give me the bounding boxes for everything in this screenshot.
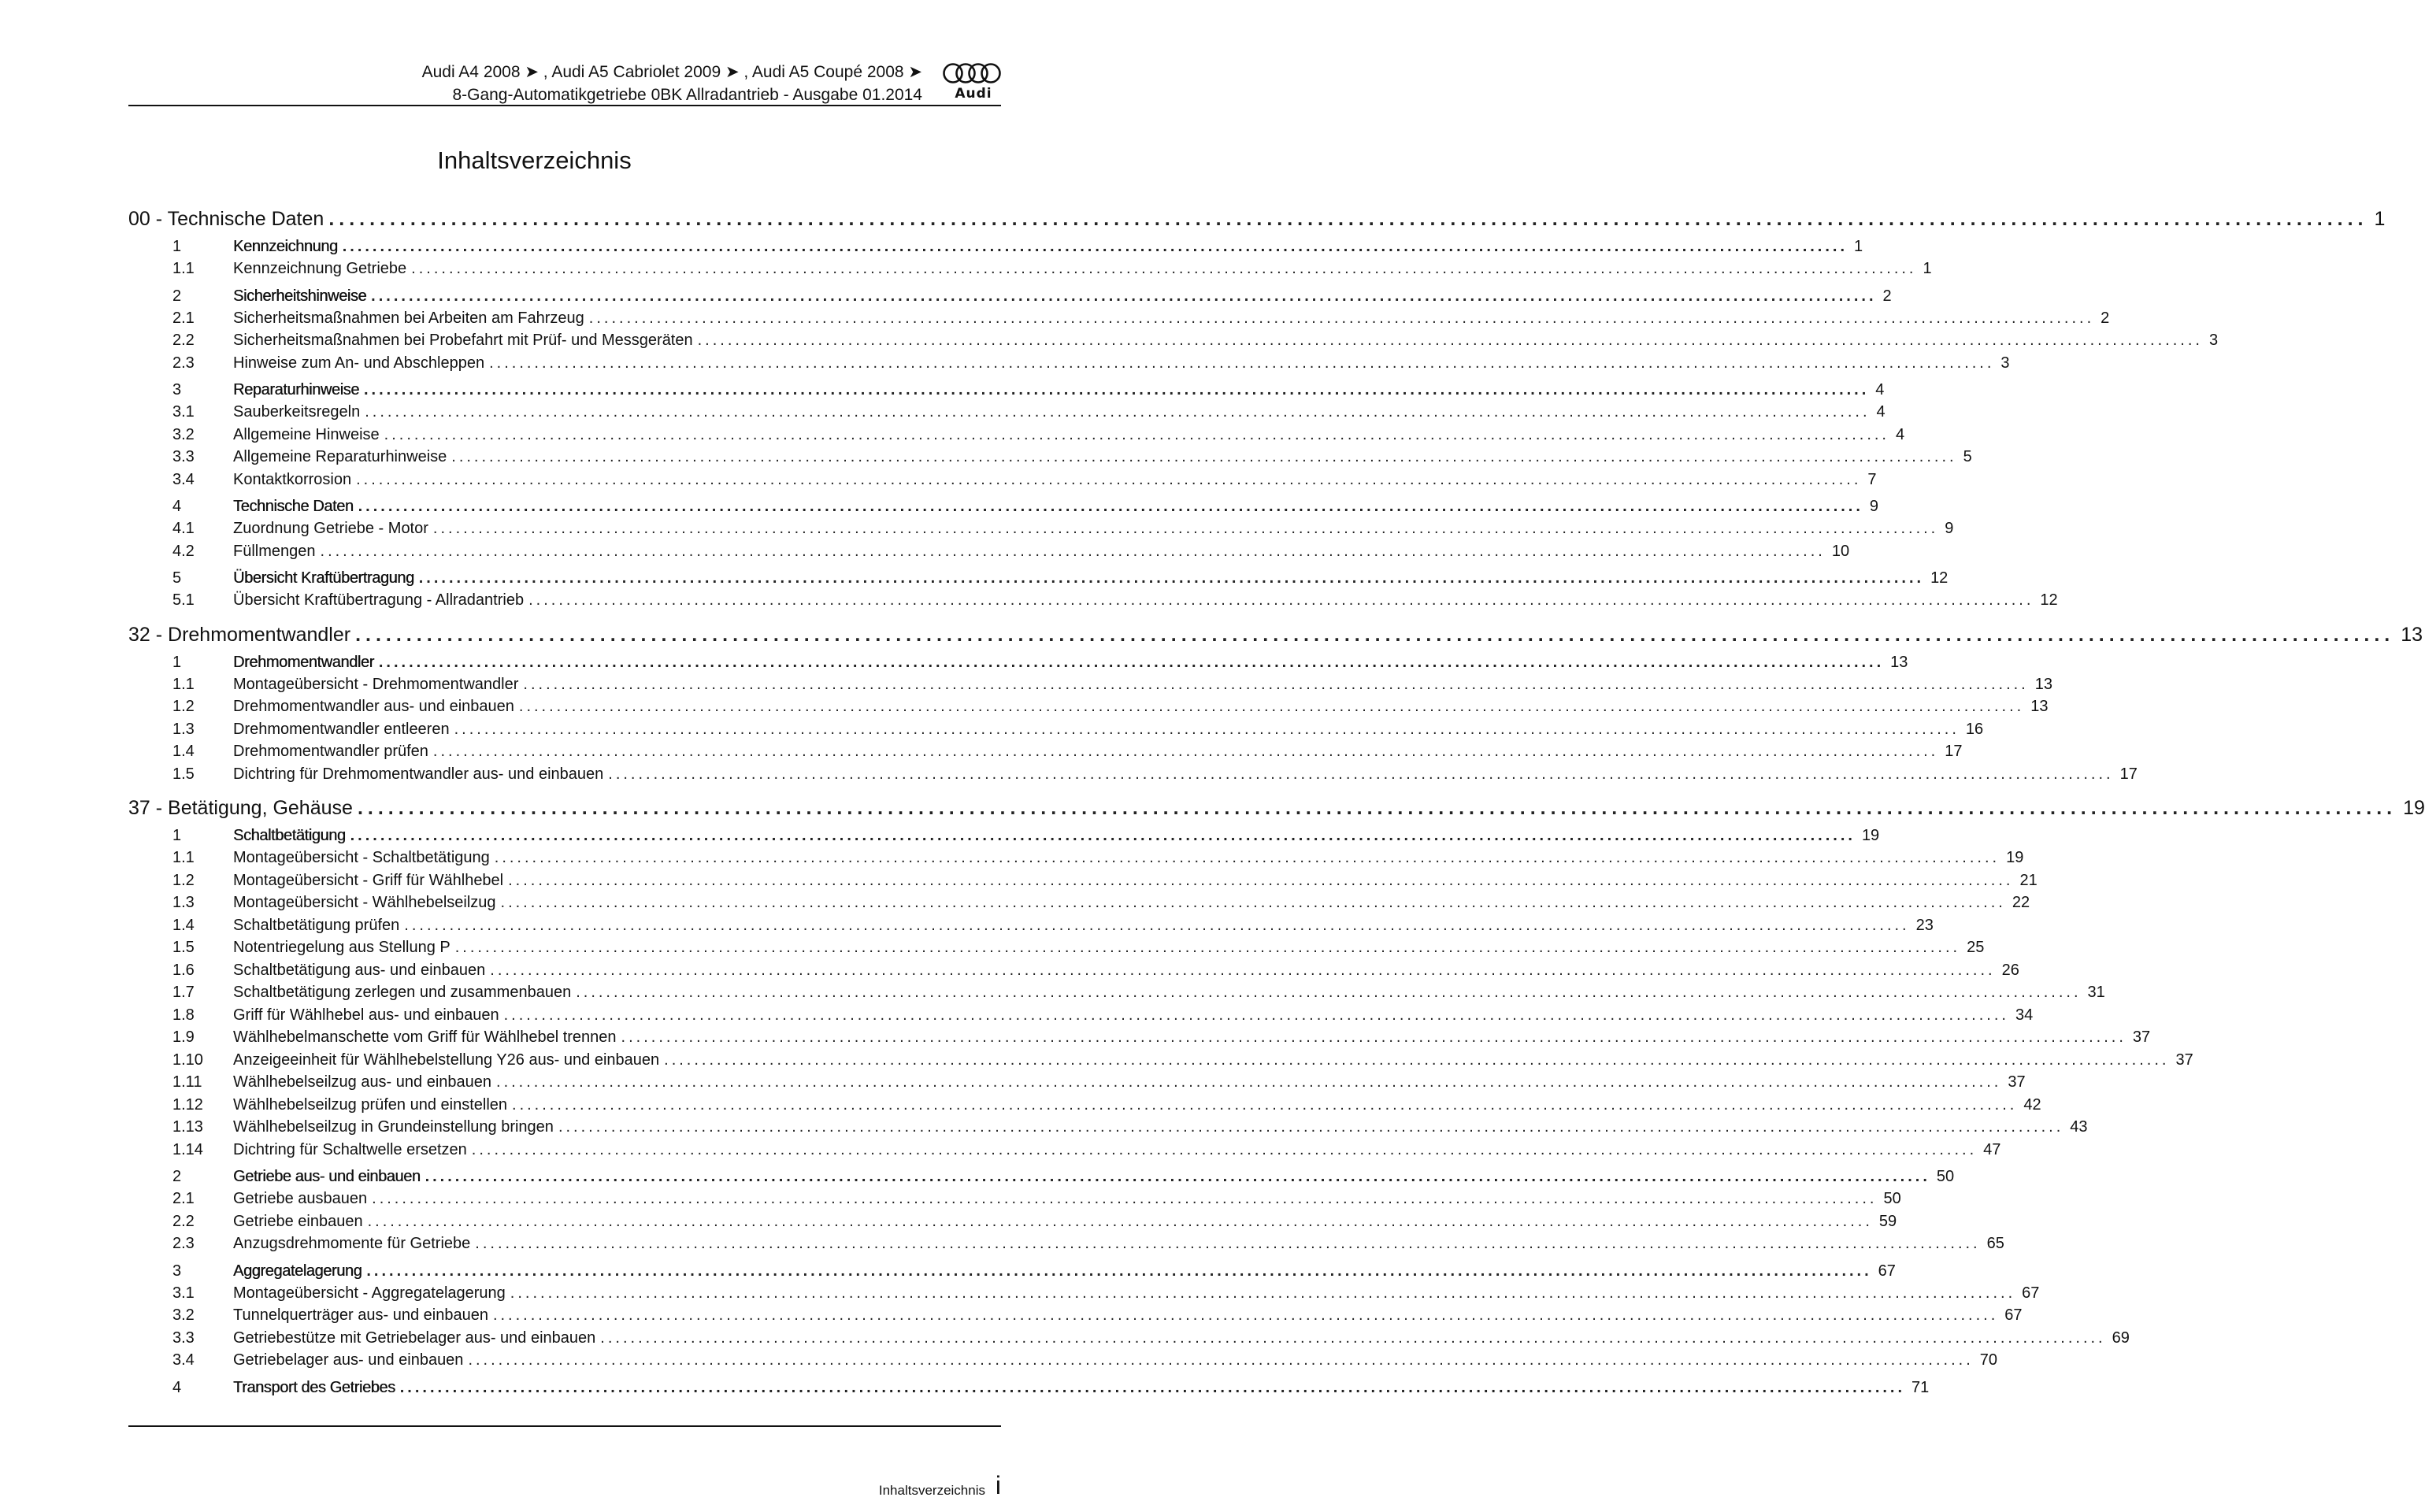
toc-entry-label: Montageübersicht - Wählhebelseilzug — [233, 894, 496, 911]
toc-entry-label: Schaltbetätigung aus- und einbauen — [233, 961, 486, 979]
toc-entry-section[interactable] — [128, 827, 1880, 849]
toc-entry-page: 37 — [2132, 1028, 2151, 1046]
toc-entry-sub[interactable] — [128, 470, 1877, 494]
toc-entry-page: 67 — [1878, 1262, 1896, 1280]
toc-entry-number: 2.3 — [172, 1235, 195, 1252]
toc-entry-page: 26 — [2001, 961, 2019, 979]
toc-dot-leader: ........................................................................................................................................................................................................ — [496, 1073, 2002, 1091]
toc-entry-page: 1 — [1854, 238, 1863, 255]
toc-entry-number: 2.3 — [172, 354, 195, 372]
toc-entry-page: 2 — [1882, 287, 1892, 305]
toc-dot-leader: ........................................................................................................................................................................................................ — [432, 743, 1939, 760]
toc-entry-page: 31 — [2087, 984, 2105, 1001]
toc-entry-page: 34 — [2015, 1006, 2034, 1024]
toc-entry-number: 1.5 — [172, 939, 195, 956]
toc-entry-sub[interactable] — [128, 1235, 2004, 1258]
toc-entry-label: Anzeigeeinheit für Wählhebelstellung Y26 aus- und einbauen — [233, 1051, 660, 1069]
toc-entry-page: 5 — [1963, 448, 1972, 465]
toc-dot-leader: ........................................................................................................................................................................................................ — [320, 542, 1826, 560]
toc-entry-section[interactable] — [128, 569, 1949, 591]
toc-entry-sub[interactable] — [128, 260, 1932, 283]
toc-entry-number: 1.4 — [172, 916, 195, 934]
toc-entry-page: 2 — [2101, 309, 2110, 327]
toc-entry-sub[interactable] — [128, 765, 2138, 788]
toc-entry-label: Getriebestütze mit Getriebelager aus- und einbauen — [233, 1329, 596, 1347]
toc-entry-sub[interactable] — [128, 720, 1984, 743]
toc-entry-label: Übersicht Kraftübertragung — [233, 569, 414, 587]
toc-dot-leader: ........................................................................................................................................................................................................ — [523, 675, 2029, 693]
toc-entry-label: Montageübersicht - Drehmomentwandler — [233, 675, 519, 693]
toc-dot-leader: ........................................................................................................................................................................................................ — [358, 498, 1863, 515]
toc-entry-sub[interactable] — [128, 698, 2049, 721]
toc-entry-label: Notentriegelung aus Stellung P — [233, 939, 451, 956]
toc-entry-sub[interactable] — [128, 520, 1954, 543]
toc-entry-page: 16 — [1965, 720, 1984, 738]
toc-entry-page: 59 — [1878, 1212, 1897, 1230]
toc-entry-sub[interactable] — [128, 675, 2052, 699]
toc-entry-page: 67 — [2004, 1306, 2023, 1324]
toc-entry-label: Kennzeichnung Getriebe — [233, 260, 407, 277]
header-manual-subtitle: 8-Gang-Automatikgetriebe 0BK Allradantrieb - Ausgabe 01.2014 — [452, 86, 922, 104]
toc-entry-label: Schaltbetätigung prüfen — [233, 916, 400, 934]
toc-entry-sub[interactable] — [128, 916, 1934, 939]
toc-entry-number: 5.1 — [172, 591, 195, 609]
toc-entry-number: 1.5 — [172, 765, 195, 783]
toc-entry-sub[interactable] — [128, 939, 1985, 962]
toc-entry-page: 21 — [2019, 871, 2038, 889]
toc-entry-label: Schaltbetätigung — [233, 827, 346, 844]
toc-entry-label: Füllmengen — [233, 542, 316, 560]
toc-entry-number: 3.4 — [172, 1351, 195, 1369]
toc-entry-page: 70 — [1979, 1351, 1998, 1369]
toc-entry-number: 1.11 — [172, 1073, 202, 1091]
toc-entry-number: 4.1 — [172, 520, 195, 537]
toc-entry-number: 1.12 — [172, 1095, 203, 1114]
toc-entry-number: 1.10 — [172, 1051, 203, 1069]
toc-dot-leader: ........................................................................................................................................................................................................ — [490, 961, 1996, 979]
toc-entry-label: Getriebe einbauen — [233, 1212, 363, 1230]
toc-dot-leader: ........................................................................................................................................................................................................ — [371, 287, 1877, 305]
toc-entry-page: 9 — [1869, 498, 1879, 515]
toc-entry-page: 19 — [1861, 827, 1880, 844]
toc-dot-leader: ........................................................................................................................................................................................................ — [588, 309, 2095, 327]
toc-dot-leader: ........................................................................................................................................................................................................ — [384, 425, 1889, 443]
toc-entry-number: 3 — [172, 381, 182, 398]
table-of-contents — [128, 208, 2425, 1401]
toc-entry-number: 1 — [172, 827, 182, 844]
toc-entry-section[interactable] — [128, 238, 1863, 260]
toc-dot-leader: ........................................................................................................................................................................................................ — [399, 1378, 1906, 1396]
toc-entry-page: 13 — [2401, 623, 2423, 646]
toc-entry-label: Drehmomentwandler entleeren — [233, 720, 450, 738]
toc-dot-leader: ........................................................................................................................................................................................................ — [454, 939, 1961, 956]
toc-entry-page: 37 — [2175, 1051, 2193, 1069]
audi-rings-icon — [942, 61, 1005, 85]
toc-entry-sub[interactable] — [128, 984, 2105, 1006]
toc-dot-leader: ........................................................................................................................................................................................................ — [451, 448, 1957, 465]
toc-entry-section[interactable] — [128, 653, 1908, 676]
toc-entry-page: 50 — [1936, 1168, 1955, 1185]
toc-entry-number: 5 — [172, 569, 182, 587]
toc-entry-number: 1.7 — [172, 984, 195, 1001]
toc-dot-leader: ........................................................................................................................................................................................................ — [356, 470, 1862, 488]
toc-entry-number: 1 — [172, 653, 182, 671]
toc-dot-leader: ........................................................................................................................................................................................................ — [367, 1212, 1873, 1230]
toc-dot-leader: ........................................................................................................................................................................................................ — [342, 238, 1848, 255]
toc-entry-page: 67 — [2022, 1284, 2040, 1302]
toc-entry-number: 2.2 — [172, 1212, 195, 1230]
toc-dot-leader: ........................................................................................................................................................................................................ — [468, 1351, 1974, 1369]
toc-entry-page: 1 — [2374, 208, 2386, 230]
toc-entry-number: 3.1 — [172, 1284, 195, 1302]
toc-entry-number: 2 — [172, 1168, 182, 1185]
toc-entry-page: 43 — [2070, 1118, 2088, 1136]
toc-entry-label: Zuordnung Getriebe - Motor — [233, 520, 428, 537]
toc-entry-label: Sauberkeitsregeln — [233, 403, 361, 421]
toc-dot-leader: ........................................................................................................................................................................................................ — [489, 354, 1995, 372]
toc-entry-label: 32 - Drehmomentwandler — [128, 623, 351, 646]
toc-entry-number: 1.1 — [172, 260, 195, 277]
toc-entry-number: 3.2 — [172, 425, 195, 443]
toc-dot-leader: ........................................................................................................................................................................................................ — [608, 765, 2114, 783]
toc-entry-page: 25 — [1967, 939, 1985, 956]
toc-dot-leader: ........................................................................................................................................................................................................ — [454, 720, 1960, 738]
toc-entry-sub[interactable] — [128, 1284, 2040, 1307]
toc-entry-number: 1.13 — [172, 1118, 203, 1136]
toc-entry-label: Übersicht Kraftübertragung - Allradantrieb — [233, 591, 525, 609]
toc-entry-sub[interactable] — [128, 542, 1850, 565]
toc-entry-page: 42 — [2023, 1095, 2041, 1114]
toc-entry-page: 37 — [2008, 1073, 2026, 1091]
toc-entry-number: 1.14 — [172, 1140, 203, 1158]
toc-entry-section[interactable] — [128, 287, 1892, 309]
toc-entry-page: 7 — [1867, 470, 1877, 488]
toc-dot-leader: ........................................................................................................................................................................................................ — [411, 260, 1917, 277]
toc-entry-sub[interactable] — [128, 1306, 2023, 1329]
toc-entry-number: 3.1 — [172, 403, 195, 421]
toc-entry-sub[interactable] — [128, 743, 1963, 765]
toc-entry-number: 1.8 — [172, 1006, 195, 1024]
toc-entry-label: 00 - Technische Daten — [128, 208, 324, 230]
toc-entry-sub[interactable] — [128, 448, 1972, 471]
toc-entry-page: 13 — [2030, 698, 2049, 715]
toc-entry-sub[interactable] — [128, 425, 1905, 449]
toc-entry-sub[interactable] — [128, 1095, 2041, 1119]
audi-logo — [942, 61, 1005, 101]
toc-entry-number: 1.2 — [172, 698, 195, 715]
toc-entry-number: 1.9 — [172, 1028, 195, 1046]
toc-entry-page: 1 — [1923, 260, 1932, 277]
toc-entry-label: Schaltbetätigung zerlegen und zusammenbauen — [233, 984, 572, 1001]
toc-entry-sub[interactable] — [128, 1118, 2088, 1141]
toc-entry-number: 1.3 — [172, 720, 195, 738]
toc-entry-sub[interactable] — [128, 961, 2019, 984]
toc-entry-label: Montageübersicht - Aggregatelagerung — [233, 1284, 506, 1302]
toc-dot-leader: ........................................................................................................................................................................................................ — [621, 1028, 2127, 1046]
toc-dot-leader: ........................................................................................................................................................................................................ — [528, 591, 2034, 609]
toc-entry-number: 1 — [172, 238, 182, 255]
toc-entry-label: Transport des Getriebes — [233, 1378, 395, 1396]
toc-entry-sub[interactable] — [128, 1006, 2034, 1029]
toc-entry-sub[interactable] — [128, 1073, 2026, 1096]
toc-entry-label: Getriebe ausbauen — [233, 1190, 368, 1207]
toc-entry-label: Hinweise zum An- und Abschleppen — [233, 354, 485, 372]
toc-entry-sub[interactable] — [128, 309, 2110, 332]
toc-entry-sub[interactable] — [128, 1212, 1897, 1236]
toc-entry-sub[interactable] — [128, 354, 2010, 377]
toc-entry-label: Wählhebelseilzug prüfen und einstellen — [233, 1095, 508, 1114]
toc-entry-sub[interactable] — [128, 849, 2024, 872]
toc-entry-page: 12 — [2040, 591, 2058, 609]
toc-entry-page: 4 — [1875, 381, 1885, 398]
toc-dot-leader: ........................................................................................................................................................................................................ — [508, 871, 2014, 889]
toc-dot-leader: ........................................................................................................................................................................................................ — [558, 1118, 2064, 1136]
toc-dot-leader: ........................................................................................................................................................................................................ — [518, 698, 2025, 715]
toc-entry-number: 4 — [172, 498, 182, 515]
toc-entry-section[interactable] — [128, 1378, 1930, 1401]
toc-entry-label: Drehmomentwandler aus- und einbauen — [233, 698, 514, 715]
toc-entry-label: Wählhebelmanschette vom Griff für Wählhebel trennen — [233, 1028, 617, 1046]
toc-dot-leader: ........................................................................................................................................................................................................ — [600, 1329, 2106, 1347]
toc-entry-chapter[interactable] — [128, 208, 2386, 238]
toc-entry-page: 19 — [2403, 797, 2425, 819]
toc-dot-leader: ........................................................................................................................................................................................................ — [500, 894, 2006, 911]
toc-entry-page: 47 — [1983, 1140, 2001, 1158]
toc-entry-page: 10 — [1831, 542, 1850, 560]
toc-entry-label: Dichtring für Schaltwelle ersetzen — [233, 1140, 467, 1158]
toc-entry-page: 13 — [1890, 653, 1908, 671]
toc-dot-leader: ........................................................................................................................................................................................................ — [366, 1262, 1872, 1280]
header-divider — [128, 105, 1001, 106]
toc-entry-number: 3 — [172, 1262, 182, 1280]
toc-entry-label: Kennzeichnung — [233, 238, 338, 255]
toc-dot-leader: ........................................................................................................................................................................................................ — [494, 849, 2000, 866]
toc-entry-page: 50 — [1883, 1190, 1901, 1207]
toc-entry-sub[interactable] — [128, 1028, 2151, 1051]
toc-entry-label: Montageübersicht - Schaltbetätigung — [233, 849, 490, 866]
toc-entry-label: Sicherheitsmaßnahmen bei Arbeiten am Fahrzeug — [233, 309, 584, 327]
toc-entry-page: 22 — [2012, 894, 2030, 911]
toc-entry-page: 69 — [2112, 1329, 2130, 1347]
toc-entry-label: 37 - Betätigung, Gehäuse — [128, 797, 353, 819]
toc-entry-page: 12 — [1930, 569, 1949, 587]
toc-entry-sub[interactable] — [128, 332, 2219, 354]
toc-entry-number: 1.6 — [172, 961, 195, 979]
toc-entry-page: 17 — [2119, 765, 2138, 783]
toc-entry-label: Allgemeine Hinweise — [233, 425, 380, 443]
toc-entry-sub[interactable] — [128, 1051, 2193, 1074]
toc-entry-label: Tunnelquerträger aus- und einbauen — [233, 1306, 488, 1324]
toc-entry-label: Dichtring für Drehmomentwandler aus- und einbauen — [233, 765, 604, 783]
toc-dot-leader: ........................................................................................................................................................................................................ — [471, 1140, 1978, 1158]
toc-dot-leader: ........................................................................................................................................................................................................ — [363, 381, 1870, 398]
toc-dot-leader: ........................................................................................................................................................................................................ — [372, 1190, 1878, 1207]
toc-dot-leader: ........................................................................................................................................................................................................ — [492, 1306, 1999, 1324]
toc-entry-chapter[interactable] — [128, 623, 2423, 654]
toc-entry-number: 2.2 — [172, 332, 195, 349]
toc-entry-number: 1.1 — [172, 849, 195, 866]
toc-entry-page: 13 — [2034, 675, 2052, 693]
toc-entry-number: 1.2 — [172, 871, 195, 889]
toc-entry-number: 3.4 — [172, 470, 195, 488]
toc-dot-leader: ........................................................................................................................................................................................................ — [328, 208, 2368, 230]
toc-entry-page: 4 — [1876, 403, 1885, 421]
toc-dot-leader: ........................................................................................................................................................................................................ — [404, 916, 1910, 934]
toc-entry-page: 71 — [1911, 1378, 1930, 1396]
toc-entry-number: 1.1 — [172, 675, 195, 693]
toc-entry-number: 4.2 — [172, 542, 195, 560]
toc-entry-number: 2.1 — [172, 309, 195, 327]
toc-dot-leader: ........................................................................................................................................................................................................ — [475, 1235, 1981, 1252]
toc-dot-leader: ........................................................................................................................................................................................................ — [432, 520, 1939, 537]
toc-dot-leader: ........................................................................................................................................................................................................ — [350, 827, 1856, 844]
toc-entry-sub[interactable] — [128, 871, 2038, 895]
toc-entry-label: Kontaktkorrosion — [233, 470, 352, 488]
toc-dot-leader: ........................................................................................................................................................................................................ — [503, 1006, 2009, 1024]
toc-dot-leader: ........................................................................................................................................................................................................ — [357, 797, 2397, 819]
toc-entry-number: 4 — [172, 1378, 182, 1396]
toc-entry-label: Getriebelager aus- und einbauen — [233, 1351, 464, 1369]
toc-dot-leader: ........................................................................................................................................................................................................ — [425, 1168, 1930, 1185]
toc-entry-number: 2.1 — [172, 1190, 195, 1207]
footer-page-number: i — [995, 1471, 1001, 1499]
toc-entry-label: Drehmomentwandler — [233, 653, 374, 671]
toc-dot-leader: ........................................................................................................................................................................................................ — [355, 623, 2395, 646]
toc-entry-label: Wählhebelseilzug in Grundeinstellung bringen — [233, 1118, 554, 1136]
toc-dot-leader: ........................................................................................................................................................................................................ — [378, 653, 1885, 671]
toc-entry-section[interactable] — [128, 498, 1879, 520]
toc-entry-label: Griff für Wählhebel aus- und einbauen — [233, 1006, 499, 1024]
toc-entry-sub[interactable] — [128, 1140, 2001, 1164]
toc-entry-label: Montageübersicht - Griff für Wählhebel — [233, 871, 504, 889]
toc-entry-page: 3 — [2000, 354, 2010, 372]
toc-entry-number: 3.3 — [172, 448, 195, 465]
toc-entry-number: 1.3 — [172, 894, 195, 911]
footer-label: Inhaltsverzeichnis — [878, 1483, 985, 1498]
toc-dot-leader: ........................................................................................................................................................................................................ — [510, 1284, 2016, 1302]
toc-entry-label: Allgemeine Reparaturhinweise — [233, 448, 447, 465]
toc-entry-label: Aggregatelagerung — [233, 1262, 362, 1280]
toc-entry-label: Drehmomentwandler prüfen — [233, 743, 428, 760]
toc-entry-label: Getriebe aus- und einbauen — [233, 1168, 421, 1185]
toc-dot-leader: ........................................................................................................................................................................................................ — [512, 1095, 2018, 1114]
toc-entry-page: 4 — [1895, 425, 1905, 443]
toc-entry-label: Technische Daten — [233, 498, 354, 515]
page-title: Inhaltsverzeichnis — [437, 146, 632, 174]
footer-divider — [128, 1425, 1001, 1427]
toc-entry-page: 3 — [2208, 332, 2219, 349]
toc-entry-page: 65 — [1986, 1235, 2004, 1252]
toc-entry-page: 17 — [1945, 743, 1963, 760]
toc-entry-number: 3.3 — [172, 1329, 195, 1347]
toc-entry-section[interactable] — [128, 1168, 1955, 1190]
toc-dot-leader: ........................................................................................................................................................................................................ — [418, 569, 1925, 587]
toc-entry-label: Reparaturhinweise — [233, 381, 359, 398]
toc-entry-page: 19 — [2006, 849, 2024, 866]
toc-entry-number: 3.2 — [172, 1306, 195, 1324]
toc-dot-leader: ........................................................................................................................................................................................................ — [365, 403, 1871, 421]
toc-entry-sub[interactable] — [128, 894, 2030, 917]
toc-entry-number: 1.4 — [172, 743, 195, 760]
toc-dot-leader: ........................................................................................................................................................................................................ — [664, 1051, 2170, 1069]
toc-entry-section[interactable] — [128, 1262, 1896, 1284]
toc-dot-leader: ........................................................................................................................................................................................................ — [697, 332, 2203, 349]
toc-entry-section[interactable] — [128, 381, 1885, 403]
toc-entry-sub[interactable] — [128, 591, 2058, 614]
toc-entry-page: 23 — [1915, 916, 1934, 934]
toc-dot-leader: ........................................................................................................................................................................................................ — [576, 984, 2082, 1001]
toc-entry-label: Anzugsdrehmomente für Getriebe — [233, 1235, 471, 1252]
toc-entry-chapter[interactable] — [128, 797, 2425, 827]
toc-entry-label: Wählhebelseilzug aus- und einbauen — [233, 1073, 492, 1091]
toc-entry-sub[interactable] — [128, 1351, 1998, 1374]
toc-entry-sub[interactable] — [128, 1190, 1901, 1213]
toc-entry-label: Sicherheitsmaßnahmen bei Probefahrt mit Prüf- und Messgeräten — [233, 332, 693, 349]
audi-logo-text: Audi — [955, 86, 992, 102]
toc-entry-label: Sicherheitshinweise — [233, 287, 367, 305]
toc-entry-page: 9 — [1945, 520, 1954, 537]
header-vehicle-models: Audi A4 2008 ➤ , Audi A5 Cabriolet 2009 ➤ , Audi A5 Coupé 2008 ➤ — [421, 63, 922, 81]
toc-entry-sub[interactable] — [128, 1329, 2130, 1352]
toc-entry-sub[interactable] — [128, 403, 1885, 426]
toc-entry-number: 2 — [172, 287, 182, 305]
